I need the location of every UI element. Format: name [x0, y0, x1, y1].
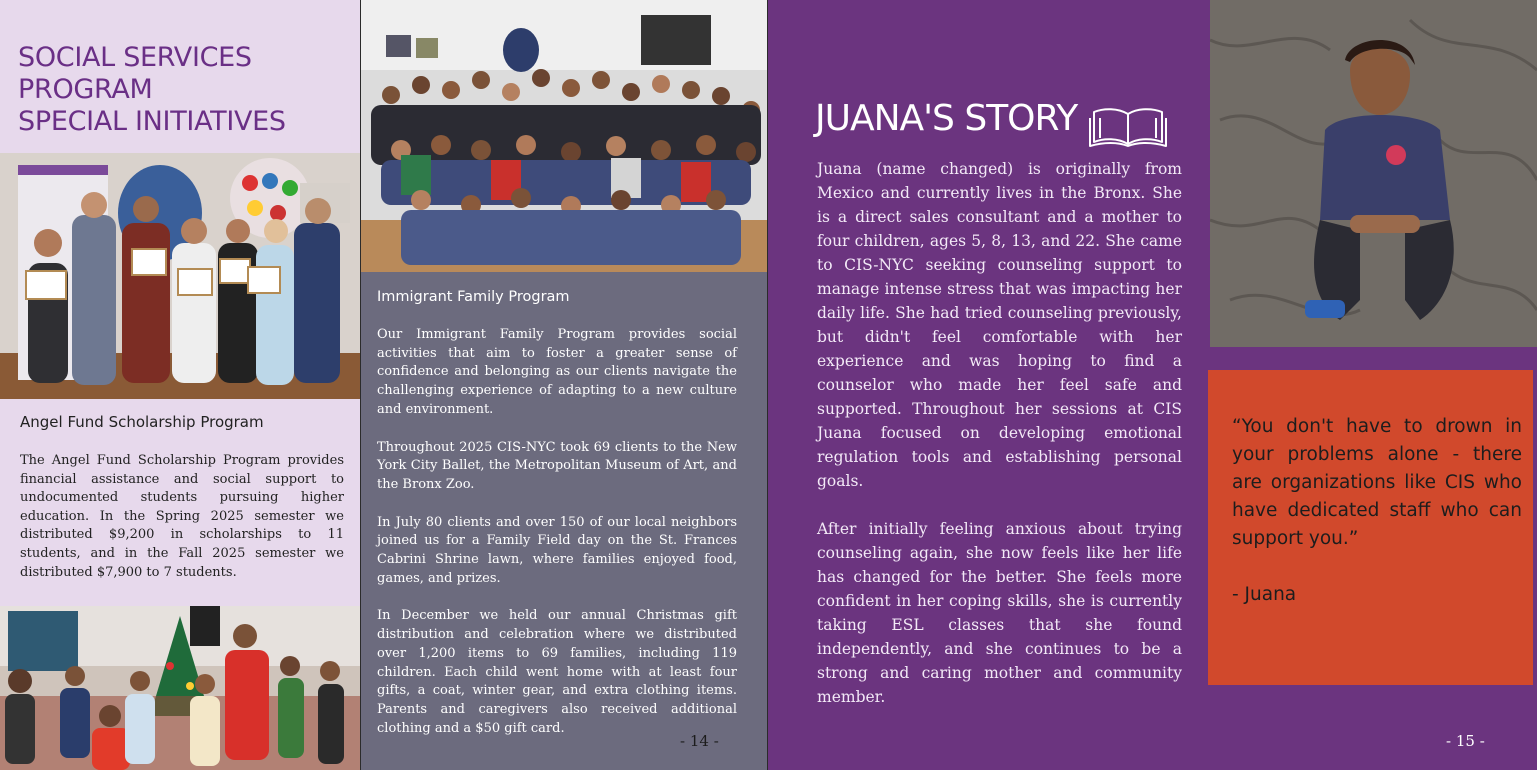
page-number-left: - 14 -	[680, 732, 719, 750]
immigrant-paragraph-2: Throughout 2025 CIS-NYC took 69 clients to the New York City Ballet, the Metropolitan Museum of Art, and the Bronx Zoo.	[377, 439, 737, 492]
page-title-line-3: SPECIAL INITIATIVES	[18, 106, 286, 137]
page-number-right: - 15 -	[1446, 732, 1485, 750]
immigrant-body	[377, 326, 737, 738]
page-title-line-1: SOCIAL SERVICES	[18, 42, 252, 73]
story-body	[817, 157, 1182, 709]
immigrant-paragraph-4: In December we held our annual Christmas gift distribution and celebration where we distributed over 1,200 items to 69 families, including 119 children. Each child went home with at least four gifts, a coat, winter gear, and extra clothing items. Parents and caregivers also received additional clothing and a $50 gift card.	[377, 608, 737, 736]
angel-fund-body: The Angel Fund Scholarship Program provides financial assistance and social support to undocumented students pursuing higher education. In the Spring 2025 semester we distributed $9,200 in scholarships to 11 students, and in the Fall 2025 semester we distributed $7,900 to 7 students.	[20, 453, 344, 580]
story-paragraph-2: After initially feeling anxious about trying counseling again, she now feels like her life has changed for the better. She feels more confident in her coping skills, she is currently taking ESL classes that she found independently, and she continues to be a strong and caring mother and community member.	[817, 520, 1182, 706]
portrait-photo	[1210, 0, 1537, 347]
immigrant-paragraph-3: In July 80 clients and over 150 of our local neighbors joined us for a Family Field day on the St. Frances Cabrini Shrine lawn, where families enjoyed food, games, and prizes.	[377, 514, 737, 586]
christmas-party-photo	[0, 606, 360, 770]
page-title-line-2: PROGRAM	[18, 74, 153, 105]
quote-text: “You don't have to drown in your problems alone - there are organizations like CIS who have dedicated staff who can support you.”	[1232, 416, 1522, 549]
immigrant-title: Immigrant Family Program	[377, 289, 570, 305]
open-book-icon	[1088, 104, 1168, 148]
page-title	[18, 42, 348, 138]
scholarship-photo	[0, 153, 360, 399]
story-title: JUANA'S STORY	[815, 98, 1078, 139]
angel-fund-title: Angel Fund Scholarship Program	[20, 413, 264, 431]
story-paragraph-1: Juana (name changed) is originally from Mexico and currently lives in the Bronx. She is a direct sales consultant and a mother to four children, ages 5, 8, 13, and 22. She came to CIS-NYC seeking counseling support to manage intense stress that was impacting her daily life. She had tried counseling previously, but didn't feel comfortable with her experience and was hoping to find a counselor who made her feel safe and supported. Throughout her sessions at CIS Juana focused on developing emotional regulation tools and establishing personal goals.	[817, 160, 1182, 490]
quote-attribution: - Juana	[1232, 584, 1297, 605]
immigrant-paragraph-1: Our Immigrant Family Program provides social activities that aim to foster a greater sense of confidence and belonging as our clients navigate the challenging experience of adapting to a new culture and environment.	[377, 327, 737, 417]
group-photo	[361, 0, 767, 272]
